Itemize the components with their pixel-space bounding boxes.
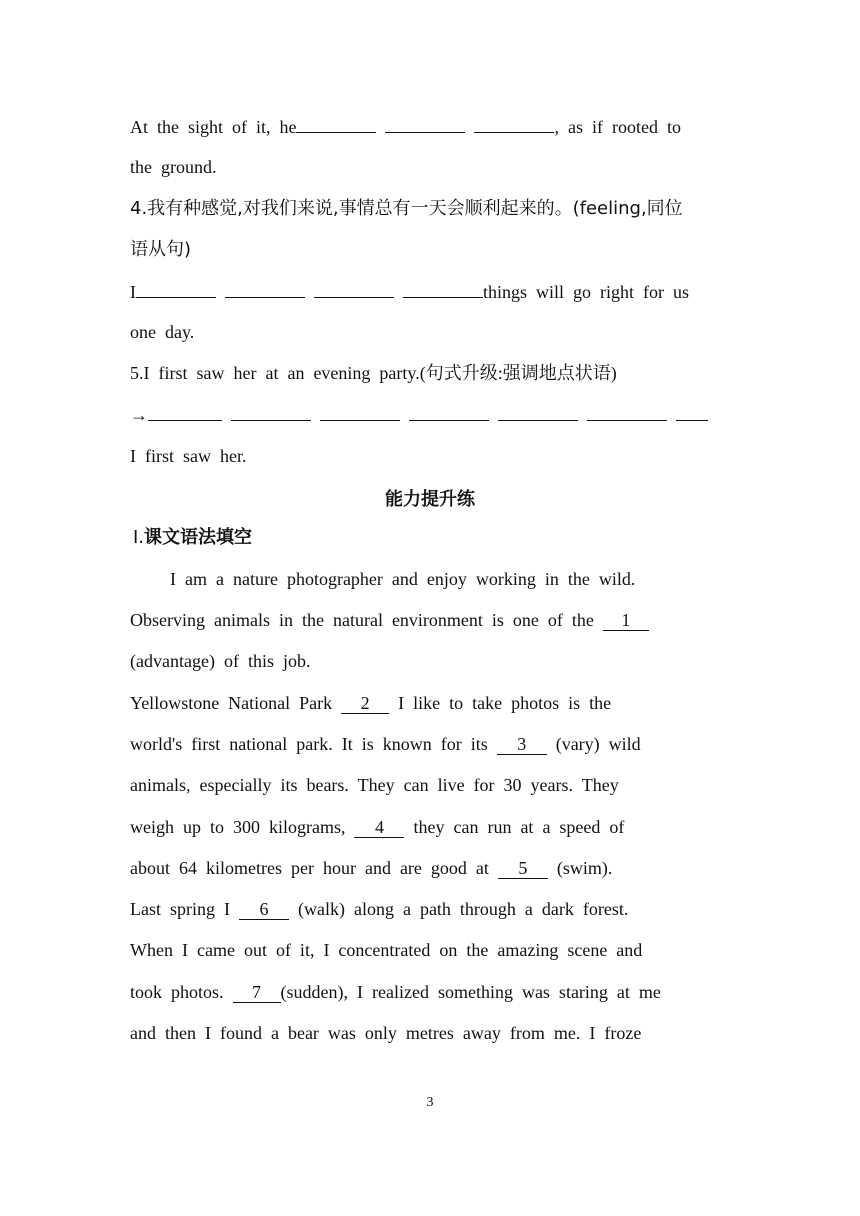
passage-text: (walk) along a path through a dark forest. bbox=[297, 899, 629, 919]
blank-6[interactable]: 6 bbox=[239, 899, 289, 920]
answer-blank[interactable] bbox=[474, 114, 554, 133]
passage-text: they can run at a speed of bbox=[413, 817, 625, 837]
passage-line bbox=[130, 608, 722, 632]
passage-text: Yellowstone National Park bbox=[130, 693, 333, 713]
q3-text: , as if rooted to bbox=[554, 117, 681, 137]
passage-line bbox=[130, 897, 722, 921]
passage-line: and then I found a bear was only metres away from me. I froze bbox=[130, 1023, 642, 1043]
answer-blank[interactable] bbox=[403, 279, 483, 298]
passage-line bbox=[130, 691, 722, 715]
q5-line3: I first saw her. bbox=[130, 446, 247, 466]
subtitle-text: 课文语法填空 bbox=[144, 527, 253, 548]
blank-7[interactable]: 7 bbox=[233, 982, 281, 1003]
answer-blank[interactable] bbox=[136, 279, 216, 298]
answer-blank[interactable] bbox=[320, 402, 400, 421]
q5-prompt: 5.I first saw her at an evening party.(句式升级:强调地点状语) bbox=[130, 363, 617, 383]
q3-line2: the ground. bbox=[130, 157, 217, 177]
passage-text: weigh up to 300 kilograms, bbox=[130, 817, 346, 837]
q3-answer-line bbox=[130, 114, 722, 139]
q4-text: things will go right for us bbox=[483, 282, 689, 302]
passage-text: (vary) wild bbox=[555, 734, 641, 754]
answer-blank[interactable] bbox=[231, 402, 311, 421]
blank-2[interactable]: 2 bbox=[341, 693, 389, 714]
passage-text: I like to take photos is the bbox=[398, 693, 612, 713]
blank-1[interactable]: 1 bbox=[603, 610, 649, 631]
passage-text: (sudden), I realized something was staring at me bbox=[280, 982, 661, 1002]
passage-text: Last spring I bbox=[130, 899, 230, 919]
passage-text: (swim). bbox=[556, 858, 613, 878]
passage-line: (advantage) of this job. bbox=[130, 651, 311, 671]
answer-blank[interactable] bbox=[409, 402, 489, 421]
answer-blank[interactable] bbox=[296, 114, 376, 133]
blank-3[interactable]: 3 bbox=[497, 734, 547, 755]
q4-prompt: 4.我有种感觉,对我们来说,事情总有一天会顺利起来的。(feeling,同位 bbox=[130, 198, 683, 219]
section-subtitle bbox=[133, 526, 725, 550]
passage-text: about 64 kilometres per hour and are good at bbox=[130, 858, 489, 878]
roman-numeral: Ⅰ. bbox=[133, 527, 145, 548]
passage-line bbox=[130, 732, 722, 756]
passage-text: Observing animals in the natural environment is one of the bbox=[130, 610, 594, 630]
q5-answer-line bbox=[130, 402, 722, 427]
blank-5[interactable]: 5 bbox=[498, 858, 548, 879]
page-number: 3 bbox=[426, 1095, 434, 1110]
answer-blank[interactable] bbox=[225, 279, 305, 298]
passage-line: I am a nature photographer and enjoy working in the wild. bbox=[170, 569, 636, 589]
blank-4[interactable]: 4 bbox=[354, 817, 404, 838]
passage-text: took photos. bbox=[130, 982, 224, 1002]
answer-blank[interactable] bbox=[314, 279, 394, 298]
passage-line: animals, especially its bears. They can live for 30 years. They bbox=[130, 775, 619, 795]
q4-line4: one day. bbox=[130, 322, 195, 342]
passage-line bbox=[130, 815, 722, 839]
answer-blank[interactable] bbox=[587, 402, 667, 421]
answer-blank[interactable] bbox=[385, 114, 465, 133]
answer-blank[interactable] bbox=[148, 402, 222, 421]
q3-text: At the sight of it, he bbox=[130, 117, 297, 137]
passage-line: When I came out of it, I concentrated on the amazing scene and bbox=[130, 940, 643, 960]
passage-text: world's first national park. It is known for its bbox=[130, 734, 488, 754]
arrow-icon: → bbox=[130, 405, 148, 425]
passage-line bbox=[130, 980, 722, 1004]
passage-line bbox=[130, 856, 722, 880]
q4-text: I bbox=[130, 282, 136, 302]
answer-blank[interactable] bbox=[498, 402, 578, 421]
q4-answer-line bbox=[130, 279, 722, 304]
section-title: 能力提升练 bbox=[385, 489, 475, 510]
answer-blank[interactable] bbox=[676, 402, 708, 421]
q4-prompt-cont: 语从句) bbox=[130, 239, 192, 260]
